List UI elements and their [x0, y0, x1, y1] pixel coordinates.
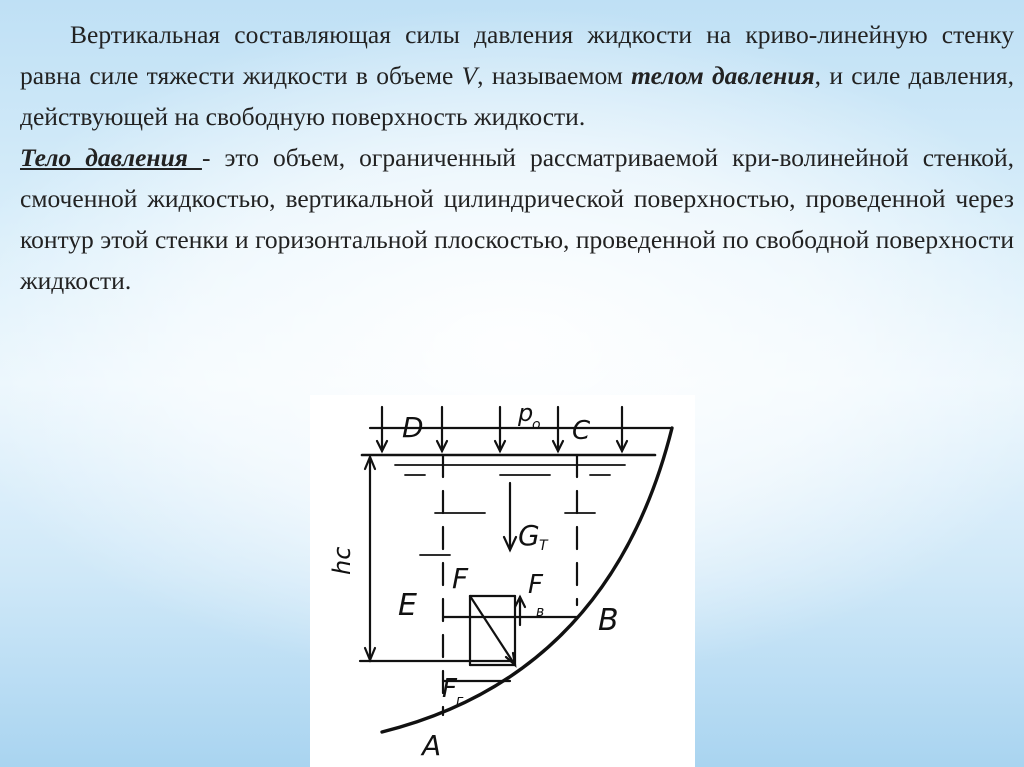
label-c: C: [572, 416, 591, 446]
term-pressure-body-underlined: Тело давления: [20, 143, 202, 172]
label-b: B: [598, 603, 619, 638]
label-p0-sub: o: [532, 417, 541, 433]
label-g: G: [518, 519, 540, 552]
label-fv-sub: в: [536, 604, 545, 620]
volume-variable: V: [461, 61, 478, 90]
label-fv: F: [528, 570, 543, 600]
label-g-sub: T: [539, 538, 548, 554]
paragraph-definition: [20, 14, 1014, 137]
label-a: A: [422, 729, 442, 762]
term-pressure-body: телом давления: [631, 61, 815, 90]
paragraph2-text: - это объем, ограниченный рассматриваемой кри-волинейной стенкой, смоченной жидкостью, вертикальной цилиндрической поверхностью, проведенной через контур этой стенки и горизонтальной плоскостью, проведенной по свободной поверхности жидкости.: [20, 143, 1014, 295]
label-f: F: [452, 562, 469, 595]
text-block: [20, 14, 1014, 301]
pressure-body-diagram: [310, 395, 695, 767]
label-hc: hc: [328, 546, 356, 575]
label-fg: F: [442, 674, 457, 704]
free-surface-hatches: [395, 465, 625, 475]
paragraph-term-definition: [20, 137, 1014, 301]
paragraph1-text-a: Вертикальная составляющая силы давления жидкости на криво-линейную стенку равна силе тяжести жидкости в объеме: [20, 20, 1014, 90]
paragraph1-text-b: , называемом: [477, 61, 632, 90]
paragraph1-text-c: , и силе давления, действующей на свободную поверхность жидкости.: [20, 61, 1014, 131]
label-e: E: [398, 588, 417, 623]
dash-hatches: [420, 513, 595, 555]
label-d: D: [402, 411, 424, 444]
label-fg-sub: г: [456, 693, 464, 709]
label-p0: p: [518, 399, 534, 427]
diagram-svg: [310, 395, 695, 767]
curved-wall: [382, 428, 672, 732]
